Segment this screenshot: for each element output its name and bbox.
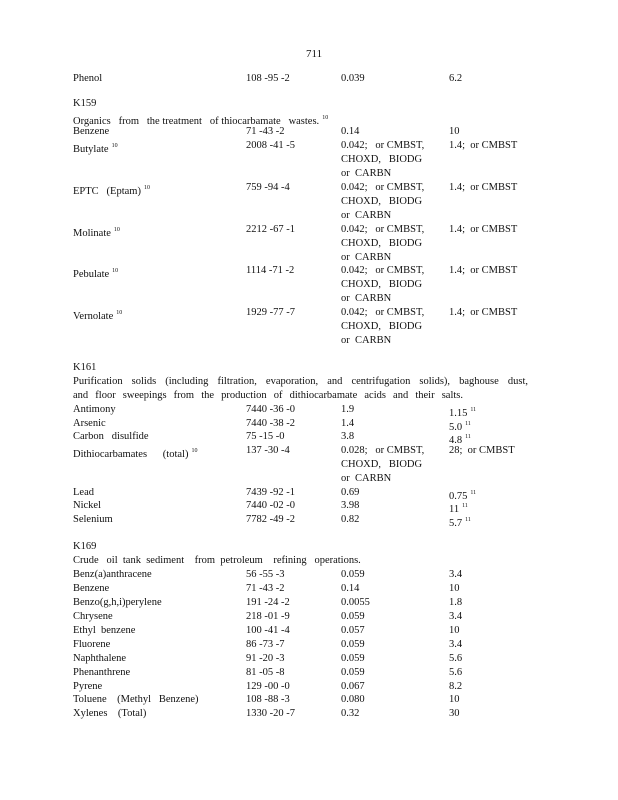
nonwastewater-value: 5.6 bbox=[449, 667, 463, 678]
footnote-ref: 11 bbox=[462, 503, 468, 509]
constituent-label: EPTC (Eptam) bbox=[73, 186, 141, 197]
wastewater-standard-cont: or CARBN bbox=[341, 168, 392, 179]
nonwastewater-standard bbox=[449, 139, 517, 153]
cas-number: 71 -43 -2 bbox=[246, 583, 285, 594]
constituent-name bbox=[73, 652, 126, 666]
constituent-name bbox=[73, 417, 106, 431]
nonwastewater-value: 1.4; or CMBST bbox=[449, 182, 518, 193]
constituent-label: Nickel bbox=[73, 500, 101, 511]
nonwastewater-standard bbox=[449, 638, 462, 652]
footnote-ref: 11 bbox=[465, 421, 471, 427]
nonwastewater-value: 1.15 bbox=[449, 408, 468, 419]
table-row bbox=[0, 139, 618, 153]
constituent-name bbox=[73, 430, 149, 444]
wastewater-standard: 0.059 bbox=[341, 611, 365, 622]
constituent-name bbox=[73, 624, 135, 638]
nonwastewater-standard bbox=[449, 680, 462, 694]
wastewater-standard-cont: CHOXD, BIODG bbox=[341, 459, 423, 470]
wastewater-standard: 3.98 bbox=[341, 500, 360, 511]
wastewater-standard: 0.042; or CMBST, bbox=[341, 182, 425, 193]
cas-number: 7439 -92 -1 bbox=[246, 487, 295, 498]
nonwastewater-value: 10 bbox=[449, 126, 460, 137]
table-row-continuation bbox=[0, 209, 618, 223]
waste-description-k161-line1: Purification solids (including filtration, evaporation, and centrifugation solids), baghouse dust, bbox=[73, 376, 528, 387]
footnote-ref: 10 bbox=[322, 115, 329, 121]
table-row bbox=[0, 223, 618, 237]
table-row bbox=[0, 610, 618, 624]
table-row-continuation bbox=[0, 153, 618, 167]
nonwastewater-standard bbox=[449, 264, 517, 278]
constituent-label: Chrysene bbox=[73, 611, 113, 622]
cas-number: 1114 -71 -2 bbox=[246, 265, 295, 276]
page-number: 711 bbox=[306, 48, 323, 60]
wastewater-standard: 0.059 bbox=[341, 653, 365, 664]
nonwastewater-standard bbox=[449, 652, 462, 666]
wastewater-standard: 1.4 bbox=[341, 418, 355, 429]
footnote-ref: 11 bbox=[470, 490, 477, 496]
table-row bbox=[0, 72, 618, 86]
table-row-continuation bbox=[0, 320, 618, 334]
footnote-ref: 11 bbox=[465, 434, 471, 440]
constituent-label: Benzene bbox=[73, 583, 110, 594]
table-row bbox=[0, 582, 618, 596]
constituent-label: Benzene bbox=[73, 126, 110, 137]
table-row-continuation bbox=[0, 167, 618, 181]
waste-description-k161-line2: and floor sweepings from the production of dithiocarbamate acids and their salts. bbox=[73, 390, 463, 401]
nonwastewater-standard bbox=[449, 666, 462, 680]
constituent-name bbox=[73, 666, 130, 680]
wastewater-standard-cont: CHOXD, BIODG bbox=[341, 321, 423, 332]
constituent-label: Benz(a)anthracene bbox=[73, 569, 152, 580]
constituent-label: Lead bbox=[73, 487, 94, 498]
nonwastewater-value: 30 bbox=[449, 708, 460, 719]
table-row bbox=[0, 638, 618, 652]
table-row-continuation bbox=[0, 251, 618, 265]
constituent-label: Fluorene bbox=[73, 639, 111, 650]
constituent-name bbox=[73, 486, 94, 500]
table-row bbox=[0, 596, 618, 610]
table-row-continuation bbox=[0, 472, 618, 486]
cas-number: 218 -01 -9 bbox=[246, 611, 290, 622]
nonwastewater-standard bbox=[449, 444, 515, 458]
constituent-label: Carbon disulfide bbox=[73, 431, 149, 442]
wastewater-standard-cont: or CARBN bbox=[341, 335, 392, 346]
cas-number: 137 -30 -4 bbox=[246, 445, 290, 456]
table-row bbox=[0, 568, 618, 582]
nonwastewater-value: 5.6 bbox=[449, 653, 463, 664]
wastewater-standard-cont: or CARBN bbox=[341, 293, 392, 304]
wastewater-standard: 0.69 bbox=[341, 487, 360, 498]
constituent-name bbox=[73, 693, 199, 707]
waste-code-k161: K161 bbox=[73, 362, 97, 373]
nonwastewater-standard bbox=[449, 693, 460, 707]
nonwastewater-value: 0.75 bbox=[449, 491, 468, 502]
wastewater-standard: 0.042; or CMBST, bbox=[341, 307, 425, 318]
nonwastewater-value: 3.4 bbox=[449, 569, 463, 580]
cas-number: 1929 -77 -7 bbox=[246, 307, 295, 318]
constituent-name: Phenol bbox=[73, 73, 103, 84]
waste-code-k169: K169 bbox=[73, 541, 97, 552]
cas-number: 759 -94 -4 bbox=[246, 182, 290, 193]
wastewater-standard: 0.057 bbox=[341, 625, 365, 636]
constituent-name bbox=[73, 680, 102, 694]
cas-number: 75 -15 -0 bbox=[246, 431, 285, 442]
wastewater-standard-cont: or CARBN bbox=[341, 210, 392, 221]
wastewater-standard: 0.042; or CMBST, bbox=[341, 140, 425, 151]
wastewater-standard-cont: or CARBN bbox=[341, 252, 392, 263]
wastewater-standard: 0.14 bbox=[341, 126, 360, 137]
table-row bbox=[0, 652, 618, 666]
wastewater-standard-cont: CHOXD, BIODG bbox=[341, 196, 423, 207]
footnote-ref: 11 bbox=[470, 407, 477, 413]
wastewater-standard-cont: CHOXD, BIODG bbox=[341, 279, 423, 290]
nonwastewater-standard bbox=[449, 624, 460, 638]
constituent-label: Molinate bbox=[73, 228, 111, 239]
footnote-ref: 10 bbox=[143, 185, 150, 191]
wastewater-standard: 0.059 bbox=[341, 569, 365, 580]
wastewater-standard-cont: CHOXD, BIODG bbox=[341, 238, 423, 249]
nonwastewater-value: 1.4; or CMBST bbox=[449, 140, 518, 151]
wastewater-standard: 0.14 bbox=[341, 583, 360, 594]
wastewater-standard: 0.82 bbox=[341, 514, 360, 525]
nonwastewater-standard bbox=[449, 707, 460, 721]
table-row bbox=[0, 306, 618, 320]
table-row bbox=[0, 707, 618, 721]
constituent-label: Xylenes (Total) bbox=[73, 708, 147, 719]
waste-code-k159: K159 bbox=[73, 98, 97, 109]
table-row bbox=[0, 444, 618, 458]
table-row bbox=[0, 125, 618, 139]
nonwastewater-value: 3.4 bbox=[449, 639, 463, 650]
table-row bbox=[0, 513, 618, 527]
wastewater-standard: 0.067 bbox=[341, 681, 365, 692]
wastewater-standard: 0.059 bbox=[341, 639, 365, 650]
nonwastewater-value: 28; or CMBST bbox=[449, 445, 515, 456]
cas-number: 1330 -20 -7 bbox=[246, 708, 295, 719]
constituent-name bbox=[73, 568, 152, 582]
constituent-name bbox=[73, 513, 113, 527]
footnote-ref: 10 bbox=[191, 448, 198, 454]
cas-number: 7782 -49 -2 bbox=[246, 514, 295, 525]
constituent-label: Butylate bbox=[73, 144, 109, 155]
constituent-name bbox=[73, 707, 146, 721]
wastewater-standard: 0.039 bbox=[341, 73, 365, 84]
cas-number: 108 -88 -3 bbox=[246, 694, 290, 705]
constituent-name bbox=[73, 610, 113, 624]
constituent-label: Phenanthrene bbox=[73, 667, 131, 678]
nonwastewater-value: 10 bbox=[449, 583, 460, 594]
constituent-name bbox=[73, 582, 109, 596]
constituent-label: Arsenic bbox=[73, 418, 106, 429]
nonwastewater-value: 1.4; or CMBST bbox=[449, 265, 518, 276]
cas-number: 7440 -36 -0 bbox=[246, 404, 295, 415]
nonwastewater-standard: 6.2 bbox=[449, 73, 463, 84]
table-row bbox=[0, 486, 618, 500]
waste-description-k169: Crude oil tank sediment from petroleum refining operations. bbox=[73, 555, 361, 566]
nonwastewater-value: 4.8 bbox=[449, 435, 463, 446]
footnote-ref: 11 bbox=[465, 517, 471, 523]
nonwastewater-standard bbox=[449, 596, 462, 610]
table-row bbox=[0, 430, 618, 444]
cas-number: 191 -24 -2 bbox=[246, 597, 290, 608]
table-row-continuation bbox=[0, 334, 618, 348]
nonwastewater-value: 5.0 bbox=[449, 422, 463, 433]
constituent-label: Selenium bbox=[73, 514, 113, 525]
nonwastewater-value: 1.8 bbox=[449, 597, 463, 608]
cas-number: 81 -05 -8 bbox=[246, 667, 285, 678]
cas-number: 91 -20 -3 bbox=[246, 653, 285, 664]
table-row bbox=[0, 693, 618, 707]
table-row bbox=[0, 499, 618, 513]
constituent-label: Naphthalene bbox=[73, 653, 127, 664]
nonwastewater-standard bbox=[449, 306, 517, 320]
footnote-ref: 10 bbox=[111, 143, 118, 149]
footnote-ref: 10 bbox=[113, 227, 120, 233]
cas-number: 108 -95 -2 bbox=[246, 73, 290, 84]
footnote-ref: 10 bbox=[116, 310, 123, 316]
wastewater-standard: 0.059 bbox=[341, 667, 365, 678]
nonwastewater-value: 8.2 bbox=[449, 681, 463, 692]
table-row-continuation bbox=[0, 278, 618, 292]
table-row-continuation bbox=[0, 237, 618, 251]
cas-number: 100 -41 -4 bbox=[246, 625, 290, 636]
wastewater-standard: 0.0055 bbox=[341, 597, 370, 608]
table-row-continuation bbox=[0, 195, 618, 209]
constituent-name bbox=[73, 125, 109, 139]
wastewater-standard: 0.042; or CMBST, bbox=[341, 224, 425, 235]
constituent-label: Toluene (Methyl Benzene) bbox=[73, 694, 199, 705]
constituent-label: Vernolate bbox=[73, 311, 114, 322]
table-row bbox=[0, 403, 618, 417]
cas-number: 2008 -41 -5 bbox=[246, 140, 295, 151]
nonwastewater-standard bbox=[449, 582, 460, 596]
constituent-label: Dithiocarbamates (total) bbox=[73, 449, 189, 460]
nonwastewater-value: 10 bbox=[449, 694, 460, 705]
constituent-name bbox=[73, 638, 110, 652]
wastewater-standard: 0.042; or CMBST, bbox=[341, 265, 425, 276]
nonwastewater-standard bbox=[449, 610, 462, 624]
nonwastewater-value: 10 bbox=[449, 625, 460, 636]
cas-number: 7440 -02 -0 bbox=[246, 500, 295, 511]
cas-number: 2212 -67 -1 bbox=[246, 224, 295, 235]
wastewater-standard: 1.9 bbox=[341, 404, 355, 415]
nonwastewater-standard bbox=[449, 568, 462, 582]
constituent-label: Pebulate bbox=[73, 269, 110, 280]
cas-number: 129 -00 -0 bbox=[246, 681, 290, 692]
table-row-continuation bbox=[0, 458, 618, 472]
table-row-continuation bbox=[0, 292, 618, 306]
nonwastewater-value: 5.7 bbox=[449, 518, 463, 529]
nonwastewater-standard bbox=[449, 223, 517, 237]
table-row bbox=[0, 181, 618, 195]
wastewater-standard-cont: CHOXD, BIODG bbox=[341, 154, 423, 165]
wastewater-standard: 0.028; or CMBST, bbox=[341, 445, 425, 456]
table-row bbox=[0, 417, 618, 431]
wastewater-standard: 0.32 bbox=[341, 708, 360, 719]
wastewater-standard-cont: or CARBN bbox=[341, 473, 392, 484]
wastewater-standard: 3.8 bbox=[341, 431, 355, 442]
nonwastewater-value: 11 bbox=[449, 504, 460, 515]
constituent-label: Antimony bbox=[73, 404, 116, 415]
constituent-label: Ethyl benzene bbox=[73, 625, 136, 636]
cas-number: 56 -55 -3 bbox=[246, 569, 285, 580]
waste-description-k159: Organics from the treatment of thiocarbamate wastes. $^{10}$ bbox=[73, 115, 329, 127]
footnote-ref: 10 bbox=[112, 268, 119, 274]
cas-number: 7440 -38 -2 bbox=[246, 418, 295, 429]
table-row bbox=[0, 624, 618, 638]
nonwastewater-value: 1.4; or CMBST bbox=[449, 224, 518, 235]
nonwastewater-standard bbox=[449, 125, 460, 139]
wastewater-standard: 0.080 bbox=[341, 694, 365, 705]
constituent-label: Benzo(g,h,i)perylene bbox=[73, 597, 162, 608]
cas-number: 71 -43 -2 bbox=[246, 126, 285, 137]
nonwastewater-value: 3.4 bbox=[449, 611, 463, 622]
cas-number: 86 -73 -7 bbox=[246, 639, 285, 650]
constituent-name bbox=[73, 403, 116, 417]
constituent-name bbox=[73, 596, 162, 610]
nonwastewater-value: 1.4; or CMBST bbox=[449, 307, 518, 318]
constituent-label: Pyrene bbox=[73, 681, 103, 692]
table-row bbox=[0, 680, 618, 694]
table-row bbox=[0, 666, 618, 680]
constituent-name bbox=[73, 499, 101, 513]
nonwastewater-standard bbox=[449, 181, 517, 195]
nonwastewater-standard bbox=[449, 513, 471, 531]
table-row bbox=[0, 264, 618, 278]
